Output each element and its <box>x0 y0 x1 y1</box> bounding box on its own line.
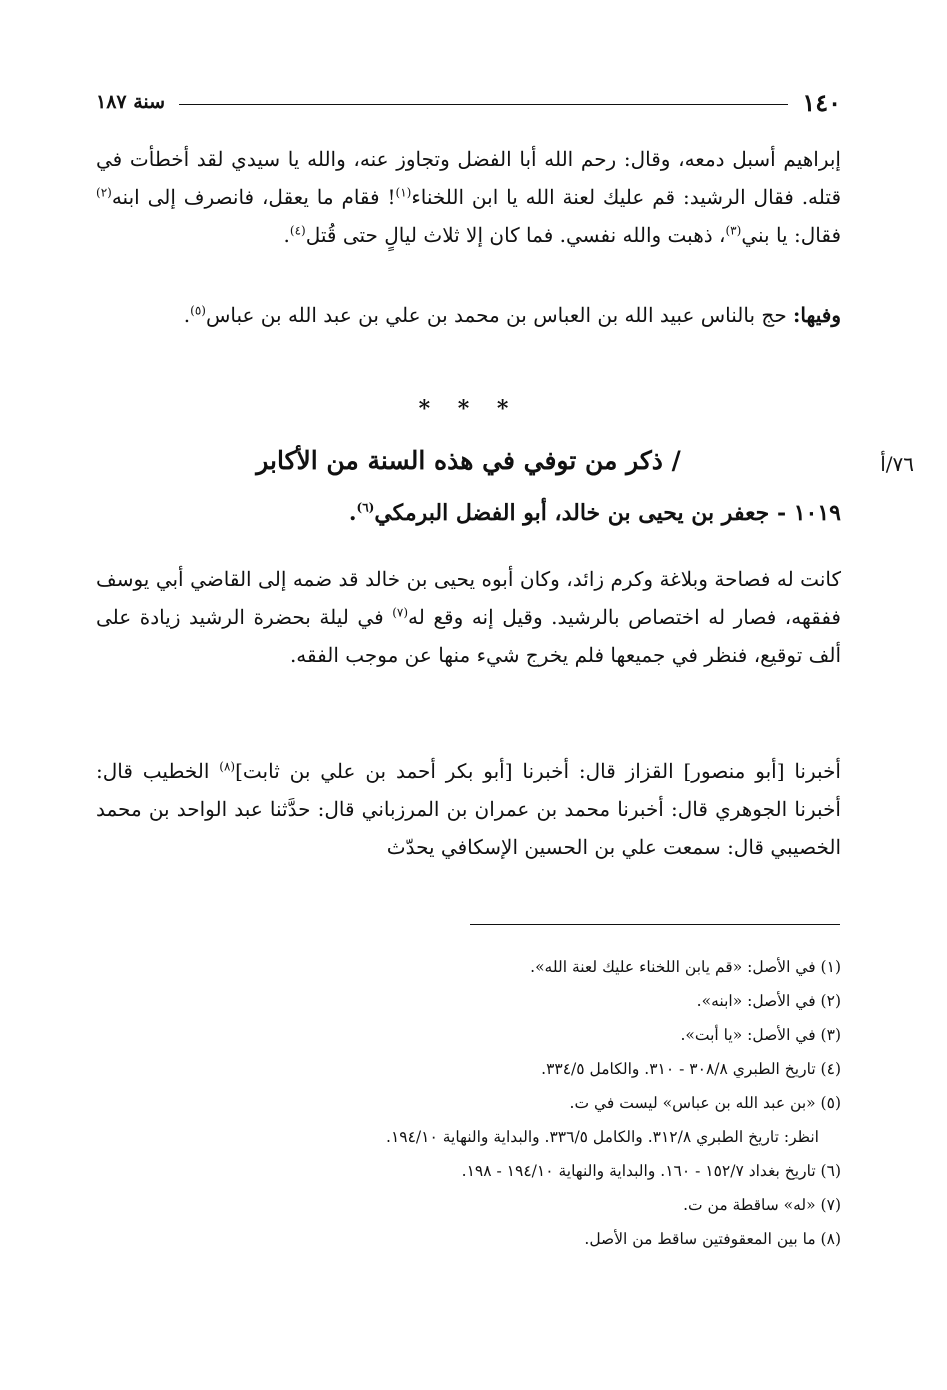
manuscript-folio-ref: ٧٦/أ <box>880 452 914 476</box>
para3-text-a: كانت له فصاحة وبلاغة وكرم زائد، وكان أبوه يحيى بن خالد قد ضمه إلى القاضي أبي يوسف ففقهه، فصار له اختصاص بالرشيد. وقيل إنه وقع له <box>96 567 841 629</box>
entry-title <box>300 500 841 526</box>
footnote-5-continuation: انظر: تاريخ الطبري ٣١٢/٨. والكامل ٣٣٦/٥. والبداية والنهاية ١٩٤/١٠. <box>386 1128 819 1146</box>
paragraph-2 <box>96 296 841 334</box>
para4-text-b: الخطيب قال: أخبرنا الجوهري قال: أخبرنا محمد بن عمران بن المرزباني قال: حدَّثنا عبد الواحد بن محمد الخصيبي قال: سمعت علي بن الحسين الإسكافي يحدّث <box>96 759 841 859</box>
footnote-ref-4: (٤) <box>289 223 306 238</box>
para1-text-a: إبراهيم أسبل دمعه، وقال: رحم الله أبا الفضل وتجاوز عنه، والله يا سيدي لقد أخطأت في قتله. فقال الرشيد: قم عليك لعنة الله يا ابن اللخناء <box>96 147 842 209</box>
para1-text-e: . <box>283 223 290 247</box>
running-year: سنة ١٨٧ <box>96 91 166 113</box>
footnote-8: (٨) ما بين المعقوفتين ساقط من الأصل. <box>584 1230 841 1248</box>
section-title: / ذكر من توفي في هذه السنة من الأكابر <box>256 446 681 475</box>
footnote-5: (٥) «بن عبد الله بن عباس» ليست في ت. <box>569 1094 841 1112</box>
para1-text-d: ، ذهبت والله نفسي. فما كان إلا ثلاث ليالٍ حتى قُتل <box>305 223 726 247</box>
footnote-3: (٣) في الأصل: «يا أبت». <box>680 1026 841 1044</box>
page-header <box>96 82 841 122</box>
para3-text-b: في ليلة بحضرة الرشيد زيادة على ألف توقيع، فنظر في جميعها فلم يخرج شيء منها عن موجب الفقه. <box>96 605 841 667</box>
entry-title-end: . <box>348 500 357 526</box>
section-separator: * * * <box>418 396 519 422</box>
footnote-7: (٧) «له» ساقطة من ت. <box>683 1196 841 1214</box>
paragraph-3 <box>96 560 841 674</box>
footnote-6: (٦) تاريخ بغداد ١٥٢/٧ - ١٦٠. والبداية والنهاية ١٩٤/١٠ - ١٩٨. <box>461 1162 841 1180</box>
para1-text-b: ! فقام ما يعقل، فانصرف إلى ابنه <box>111 185 396 209</box>
para1-text-c: فقال: يا بني <box>741 223 841 247</box>
footnote-ref-2: (٢) <box>96 185 112 200</box>
para4-text-a: أخبرنا [أبو منصور] القزاز قال: أخبرنا [أبو بكر أحمد بن علي بن ثابت] <box>235 759 841 783</box>
footnote-ref-8: (٨) <box>219 759 236 774</box>
footnote-ref-1: (١) <box>395 185 412 200</box>
paragraph-4 <box>96 752 841 866</box>
footnote-4: (٤) تاريخ الطبري ٣٠٨/٨ - ٣١٠. والكامل ٣٣٤/٥. <box>541 1060 841 1078</box>
footnote-ref-7: (٧) <box>392 605 409 620</box>
footnote-rule <box>470 924 840 925</box>
header-rule <box>179 104 788 105</box>
entry-title-text: ١٠١٩ - جعفر بن يحيى بن خالد، أبو الفضل البرمكي <box>374 500 841 526</box>
footnote-1: (١) في الأصل: «قم يابن اللخناء عليك لعنة الله». <box>530 958 841 976</box>
footnotes <box>96 950 841 1256</box>
para2-lead: وفيها: <box>793 303 841 327</box>
page-number: ١٤٠ <box>802 87 841 117</box>
para2-text: حج بالناس عبيد الله بن العباس بن محمد بن علي بن عبد الله بن عباس <box>205 303 794 327</box>
footnote-ref-6: (٦) <box>356 500 375 515</box>
paragraph-1 <box>96 140 841 254</box>
footnote-ref-3: (٣) <box>725 223 742 238</box>
para2-end: . <box>183 303 191 327</box>
footnote-ref-5: (٥) <box>190 303 206 318</box>
footnote-2: (٢) في الأصل: «ابنه». <box>696 992 841 1010</box>
